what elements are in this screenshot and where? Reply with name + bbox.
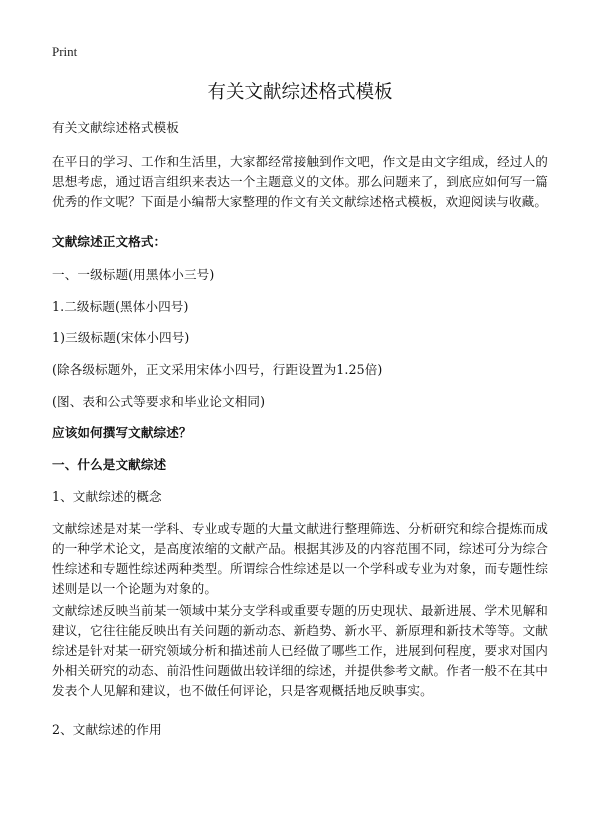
- concept-paragraph-2: 文献综述反映当前某一领域中某分支学科或重要专题的历史现状、最新进展、学术见解和建议，它往往能反映出有关问题的新动态、新趋势、新水平、新原理和新技术等等。文献综述是针对某一研究领域分析和描述前人已经做了哪些工作，进展到何程度，要求对国内外相关研究的动态、前沿性问题做出较详细的综述，并提供参考文献。作者一般不在其中发表个人见解和建议，也不做任何评论，只是客观概括地反映事实。: [52, 603, 548, 698]
- format-item-figures: (图、表和公式等要求和毕业论文相同): [52, 394, 266, 409]
- concept-heading: 1、文献综述的概念: [52, 489, 162, 504]
- howto-heading: 应该如何撰写文献综述？: [52, 425, 192, 440]
- intro-paragraph: 在平日的学习、工作和生活里，大家都经常接触到作文吧，作文是由文字组成，经过人的思想考虑，通过语言组织来表达一个主题意义的文体。那么问题来了，到底应如何写一篇优秀的作文呢？下面是小编帮大家整理的作文有关文献综述格式模板，欢迎阅读与收藏。: [52, 154, 548, 209]
- format-item-level2: 1.二级标题(黑体小四号): [52, 299, 189, 314]
- page-title: 有关文献综述格式模板: [207, 82, 393, 103]
- format-item-level1: 一、一级标题(用黑体小三号): [52, 267, 215, 282]
- format-item-level3: 1)三级标题(宋体小四号): [52, 330, 190, 345]
- subtitle: 有关文献综述格式模板: [52, 120, 179, 135]
- role-heading: 2、文献综述的作用: [52, 722, 162, 737]
- print-link[interactable]: Print: [52, 44, 78, 59]
- format-item-body-font: (除各级标题外，正文采用宋体小四号，行距设置为1.25倍): [52, 362, 383, 377]
- format-heading: 文献综述正文格式：: [52, 234, 167, 249]
- section1-heading: 一、什么是文献综述: [52, 457, 167, 472]
- concept-paragraph-1: 文献综述是对某一学科、专业或专题的大量文献进行整理筛选、分析研究和综合提炼而成的一种学术论文，是高度浓缩的文献产品。根据其涉及的内容范围不同，综述可分为综合性综述和专题性综述两种类型。所谓综合性综述是以一个学科或专业为对象，而专题性综述则是以一个论题为对象的。: [52, 521, 548, 596]
